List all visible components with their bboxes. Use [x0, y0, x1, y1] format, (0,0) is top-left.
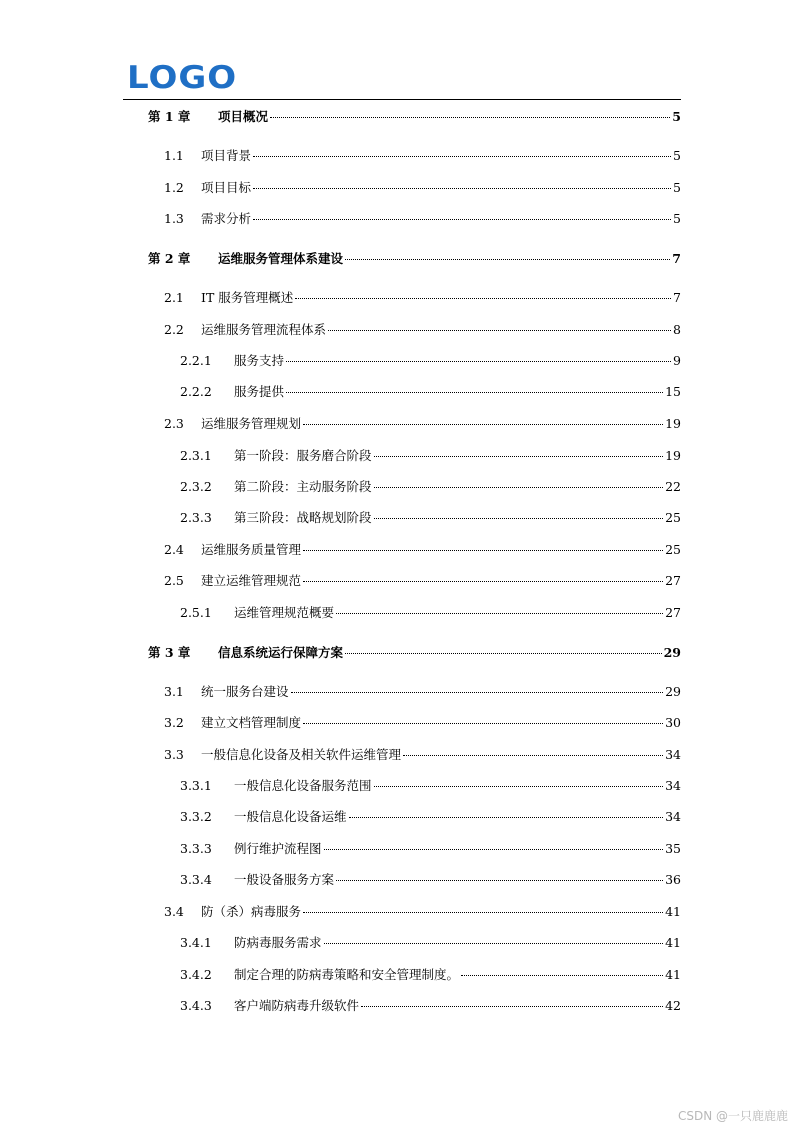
- toc-leader-dots: [270, 117, 670, 118]
- toc-page-number: 27: [665, 605, 681, 620]
- toc-title: 第二阶段：主动服务阶段: [234, 479, 372, 494]
- toc-row[interactable]: [180, 510, 681, 526]
- toc-row[interactable]: [180, 384, 681, 400]
- toc-page-number: 22: [665, 479, 681, 494]
- toc-page-number: 34: [665, 747, 681, 762]
- toc-number: 3.1: [164, 684, 184, 699]
- toc-page-number: 8: [673, 322, 681, 337]
- toc-page-number: 34: [665, 809, 681, 824]
- toc-row[interactable]: [180, 353, 681, 369]
- toc-page-number: 19: [665, 448, 681, 463]
- toc-page-number: 36: [665, 872, 681, 887]
- toc-page-number: 27: [665, 573, 681, 588]
- toc-page-number: 30: [665, 715, 681, 730]
- toc-page-number: 5: [673, 211, 681, 226]
- toc-title: 运维服务质量管理: [201, 542, 302, 557]
- toc-number: 3.4.1: [180, 935, 212, 950]
- toc-page-number: 5: [672, 109, 681, 124]
- toc-title: IT 服务管理概述: [201, 290, 294, 305]
- toc-leader-dots: [324, 943, 664, 944]
- toc-leader-dots: [374, 518, 664, 519]
- toc-row[interactable]: [180, 605, 681, 621]
- toc-title: 一般信息化设备及相关软件运维管理: [201, 747, 402, 762]
- toc-number: 3.3: [164, 747, 184, 762]
- toc-row[interactable]: [164, 290, 681, 306]
- toc-title: 需求分析: [201, 211, 252, 226]
- toc-number: 3.3.3: [180, 841, 212, 856]
- toc-row[interactable]: [180, 841, 681, 857]
- toc-title: 项目背景: [201, 148, 252, 163]
- toc-leader-dots: [374, 487, 664, 488]
- toc-title: 信息系统运行保障方案: [218, 645, 344, 660]
- toc-title: 建立运维管理规范: [201, 573, 302, 588]
- toc-number: 2.3.1: [180, 448, 212, 463]
- toc-title: 运维服务管理体系建设: [218, 251, 344, 266]
- toc-title: 例行维护流程图: [234, 841, 322, 856]
- toc-title: 制定合理的防病毒策略和安全管理制度。: [234, 967, 460, 982]
- toc-page-number: 5: [673, 180, 681, 195]
- toc-page-number: 41: [665, 904, 681, 919]
- toc-page-number: 25: [665, 510, 681, 525]
- toc-leader-dots: [303, 424, 663, 425]
- toc-leader-dots: [374, 456, 664, 457]
- toc-title: 防病毒服务需求: [234, 935, 322, 950]
- toc-page-number: 34: [665, 778, 681, 793]
- toc-number: 第 2 章: [148, 251, 191, 266]
- toc-row[interactable]: [180, 479, 681, 495]
- toc-leader-dots: [253, 219, 671, 220]
- toc-number: 3.3.1: [180, 778, 212, 793]
- toc-row[interactable]: [164, 416, 681, 432]
- toc-row[interactable]: [164, 747, 681, 763]
- toc-number: 2.5.1: [180, 605, 212, 620]
- toc-page-number: 5: [673, 148, 681, 163]
- toc-number: 第 3 章: [148, 645, 191, 660]
- toc-row[interactable]: [164, 573, 681, 589]
- toc-number: 3.3.4: [180, 872, 212, 887]
- toc-title: 一般设备服务方案: [234, 872, 335, 887]
- toc-number: 2.1: [164, 290, 184, 305]
- toc-title: 项目概况: [218, 109, 269, 124]
- header-rule: [123, 99, 681, 100]
- toc-title: 服务提供: [234, 384, 285, 399]
- toc-number: 2.3.3: [180, 510, 212, 525]
- toc-number: 2.5: [164, 573, 184, 588]
- toc-row[interactable]: [180, 872, 681, 888]
- toc-row[interactable]: [164, 542, 681, 558]
- toc-page-number: 19: [665, 416, 681, 431]
- toc-title: 建立文档管理制度: [201, 715, 302, 730]
- toc-number: 2.2.2: [180, 384, 212, 399]
- toc-leader-dots: [286, 361, 671, 362]
- toc-number: 2.3: [164, 416, 184, 431]
- toc-row[interactable]: [180, 998, 681, 1014]
- toc-page-number: 41: [665, 967, 681, 982]
- toc-number: 2.3.2: [180, 479, 212, 494]
- toc-leader-dots: [303, 581, 663, 582]
- toc-number: 1.1: [164, 148, 184, 163]
- toc-number: 1.2: [164, 180, 184, 195]
- toc-title: 一般信息化设备运维: [234, 809, 347, 824]
- toc-page-number: 7: [672, 251, 681, 266]
- toc-title: 项目目标: [201, 180, 252, 195]
- toc-row[interactable]: [164, 904, 681, 920]
- logo: [127, 59, 238, 97]
- toc-leader-dots: [374, 786, 664, 787]
- toc-leader-dots: [253, 156, 671, 157]
- toc-number: 3.4: [164, 904, 184, 919]
- toc-number: 3.2: [164, 715, 184, 730]
- toc-title: 运维管理规范概要: [234, 605, 335, 620]
- toc-leader-dots: [403, 755, 663, 756]
- toc-page-number: 41: [665, 935, 681, 950]
- toc-number: 3.3.2: [180, 809, 212, 824]
- toc-title: 第三阶段：战略规划阶段: [234, 510, 372, 525]
- toc-leader-dots: [345, 259, 670, 260]
- toc-number: 3.4.3: [180, 998, 212, 1013]
- toc-page-number: 42: [665, 998, 681, 1013]
- toc-row[interactable]: [164, 180, 681, 196]
- toc-number: 3.4.2: [180, 967, 212, 982]
- toc-leader-dots: [303, 723, 663, 724]
- toc-page-number: 29: [665, 684, 681, 699]
- toc-leader-dots: [324, 849, 664, 850]
- toc-leader-dots: [336, 880, 663, 881]
- toc-leader-dots: [349, 817, 664, 818]
- toc-chapter-row[interactable]: [148, 645, 681, 661]
- toc-title: 第一阶段：服务磨合阶段: [234, 448, 372, 463]
- toc-page-number: 15: [665, 384, 681, 399]
- toc-number: 2.2: [164, 322, 184, 337]
- toc-row[interactable]: [180, 448, 681, 464]
- toc-leader-dots: [253, 188, 671, 189]
- toc-row[interactable]: [164, 715, 681, 731]
- toc-leader-dots: [286, 392, 663, 393]
- toc-row[interactable]: [164, 211, 681, 227]
- toc-leader-dots: [345, 653, 662, 654]
- toc-title: 服务支持: [234, 353, 285, 368]
- toc-leader-dots: [361, 1006, 663, 1007]
- logo-text: LOGO: [127, 59, 238, 97]
- toc-title: 统一服务台建设: [201, 684, 289, 699]
- toc-number: 第 1 章: [148, 109, 191, 124]
- toc-row[interactable]: [164, 148, 681, 164]
- toc-row[interactable]: [164, 322, 681, 338]
- toc-leader-dots: [291, 692, 664, 693]
- toc-page-number: 35: [665, 841, 681, 856]
- toc-leader-dots: [328, 330, 671, 331]
- toc-title: 防（杀）病毒服务: [201, 904, 302, 919]
- toc-leader-dots: [461, 975, 663, 976]
- toc-row[interactable]: [180, 778, 681, 794]
- toc-leader-dots: [303, 550, 663, 551]
- toc-leader-dots: [295, 298, 671, 299]
- toc-title: 运维服务管理流程体系: [201, 322, 327, 337]
- toc-title: 一般信息化设备服务范围: [234, 778, 372, 793]
- toc-number: 2.4: [164, 542, 184, 557]
- toc-row[interactable]: [180, 967, 681, 983]
- toc-row[interactable]: [180, 809, 681, 825]
- toc-title: 运维服务管理规划: [201, 416, 302, 431]
- toc-chapter-row[interactable]: [148, 251, 681, 267]
- toc-page-number: 25: [665, 542, 681, 557]
- toc-leader-dots: [303, 912, 663, 913]
- toc-title: 客户端防病毒升级软件: [234, 998, 360, 1013]
- toc-page-number: 7: [673, 290, 681, 305]
- toc-number: 1.3: [164, 211, 184, 226]
- toc-row[interactable]: [180, 935, 681, 951]
- toc-leader-dots: [336, 613, 663, 614]
- toc-number: 2.2.1: [180, 353, 212, 368]
- toc-page-number: 29: [663, 645, 681, 660]
- toc-chapter-row[interactable]: [148, 109, 681, 125]
- toc-page-number: 9: [673, 353, 681, 368]
- watermark: CSDN @一只鹿鹿鹿: [677, 1109, 788, 1123]
- toc-row[interactable]: [164, 684, 681, 700]
